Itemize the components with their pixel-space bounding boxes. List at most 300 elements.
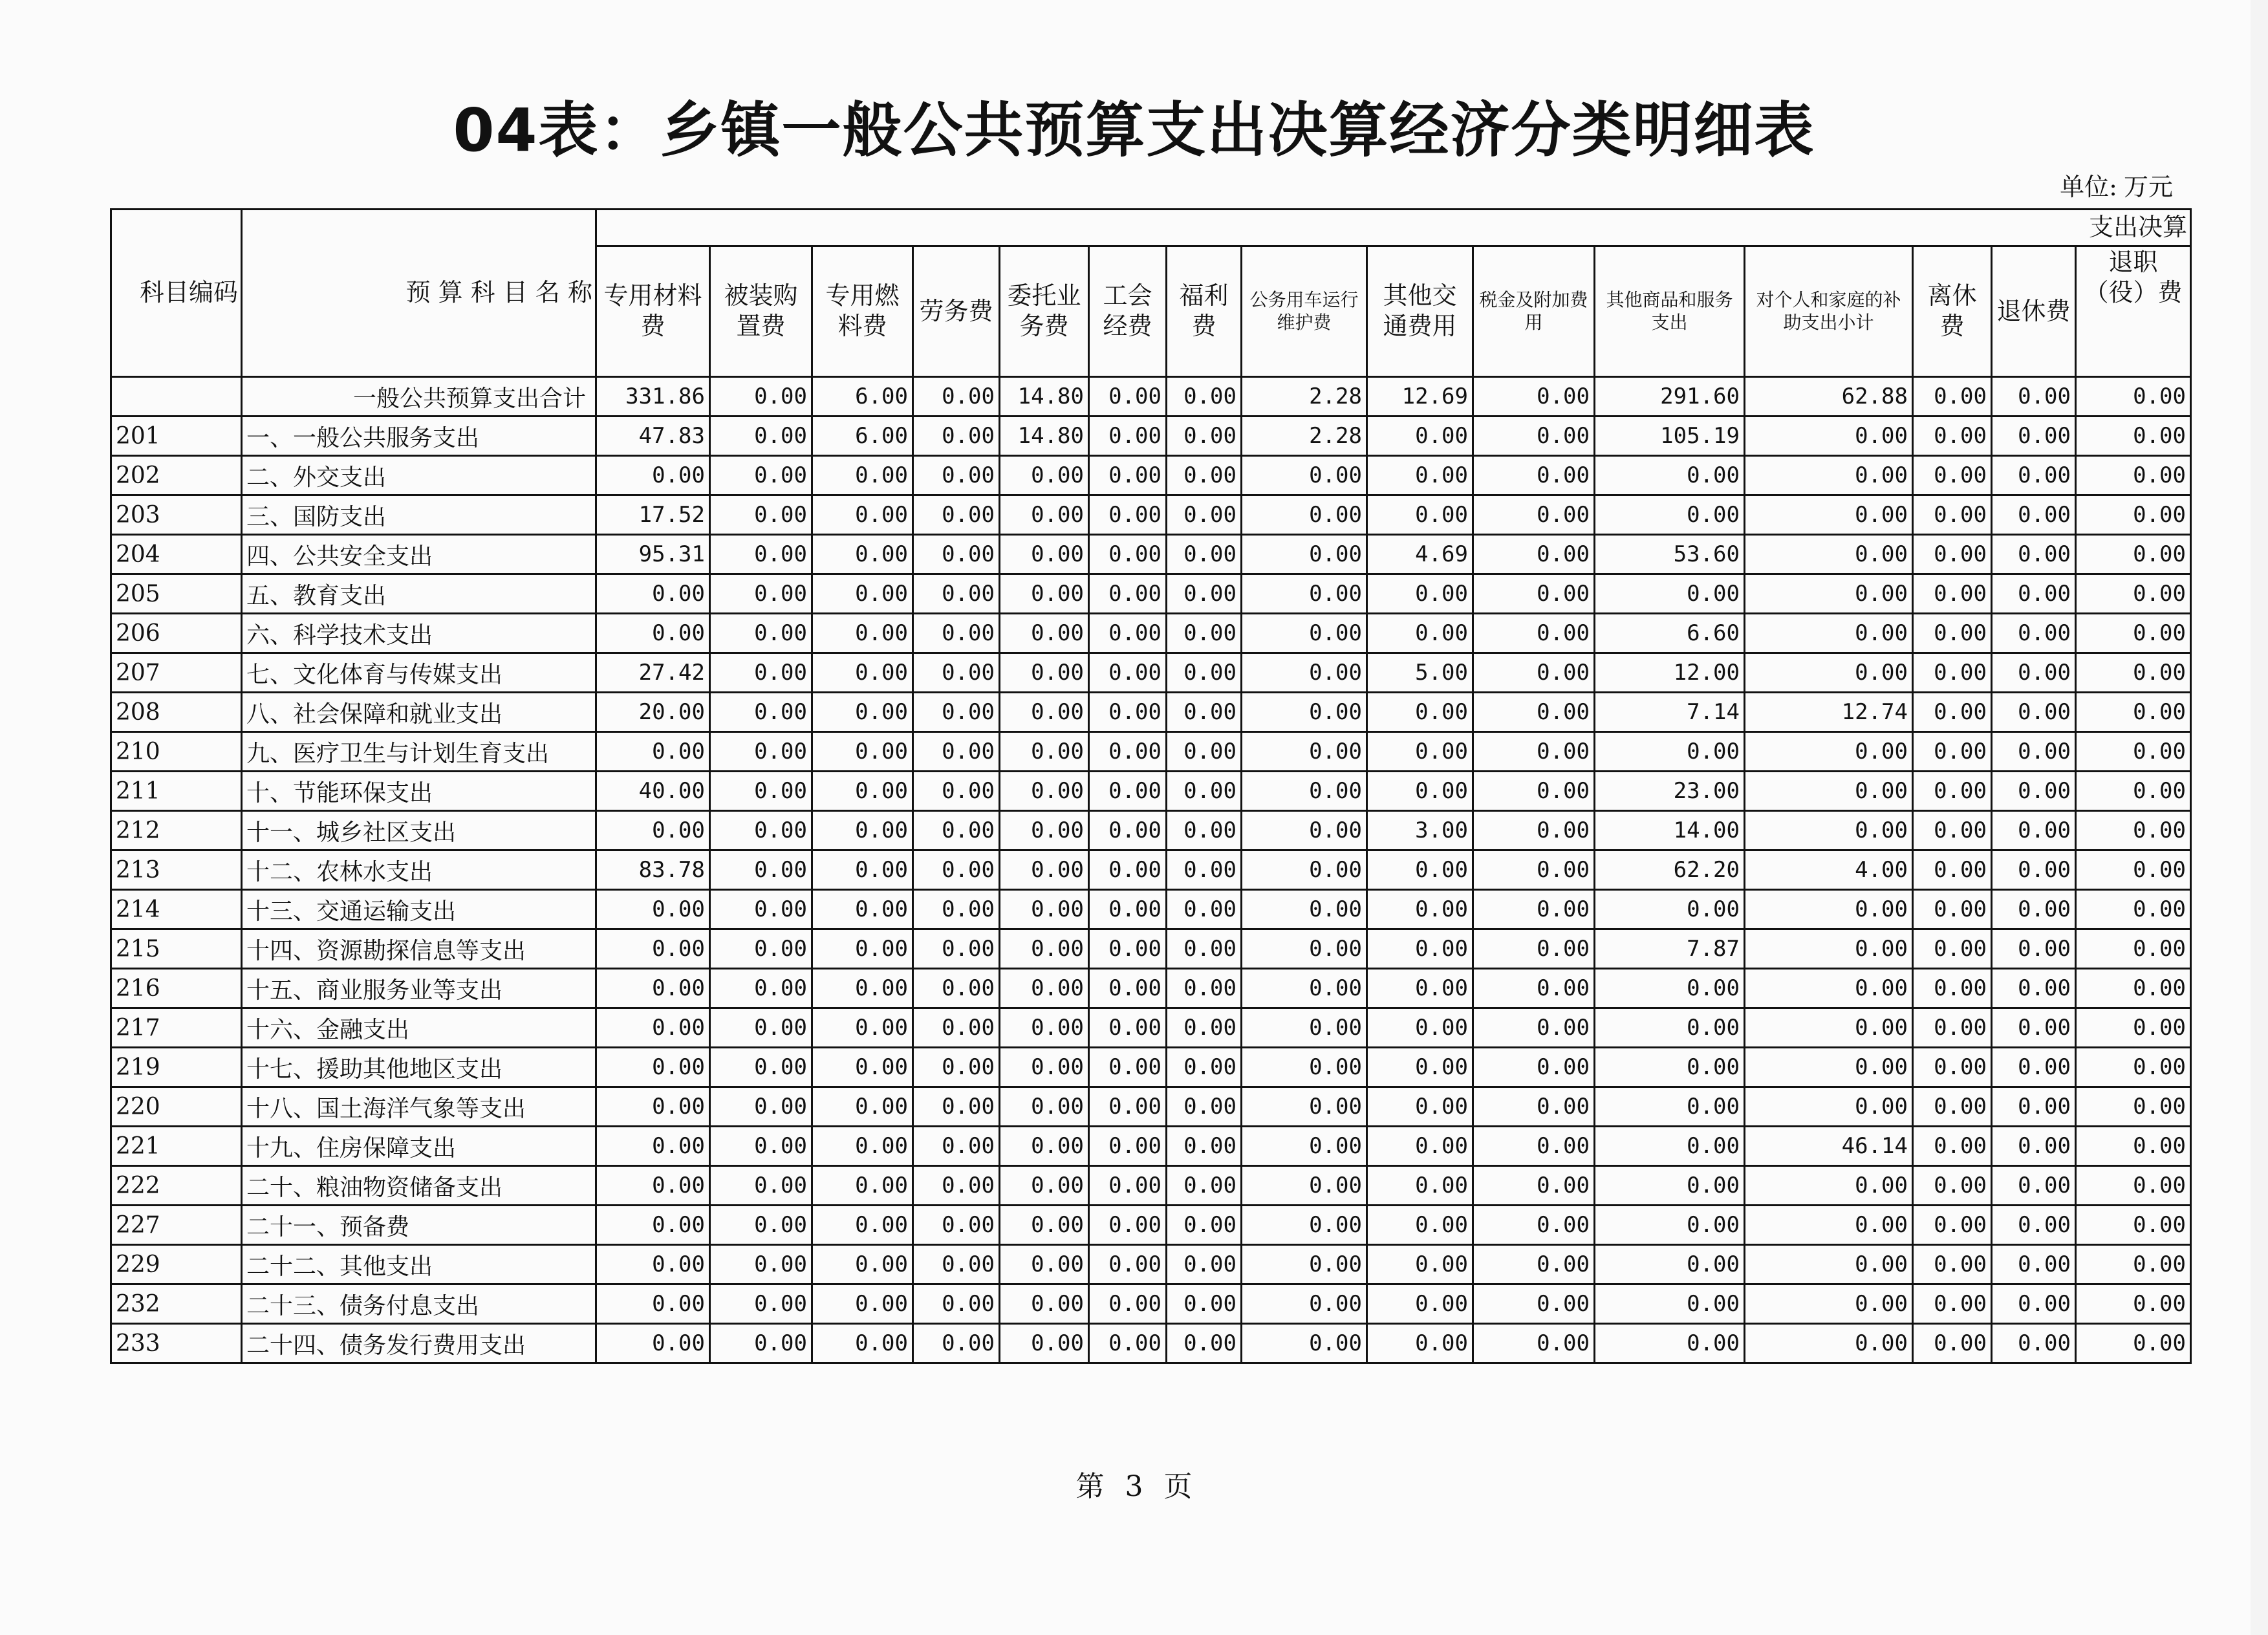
value-cell: 0.00: [1000, 1087, 1089, 1127]
value-cell: 0.00: [1913, 890, 1992, 929]
value-cell: 0.00: [1992, 1206, 2076, 1245]
value-cell: 0.00: [1473, 1206, 1595, 1245]
value-cell: 0.00: [913, 969, 1000, 1008]
value-cell: 0.00: [1473, 1008, 1595, 1048]
value-cell: 0.00: [2076, 653, 2191, 693]
total-value-cell: 0.00: [1913, 377, 1992, 417]
value-cell: 0.00: [1595, 1245, 1745, 1284]
total-value-cell: 0.00: [913, 377, 1000, 417]
value-cell: 0.00: [1242, 1206, 1367, 1245]
value-cell: 0.00: [1913, 1087, 1992, 1127]
subject-name: 二十二、其他支出: [242, 1245, 596, 1284]
value-cell: 0.00: [1167, 732, 1242, 772]
value-cell: 0.00: [1367, 1008, 1473, 1048]
value-cell: 0.00: [710, 890, 812, 929]
table-row: [111, 850, 2191, 890]
subject-code: 202: [111, 456, 242, 495]
value-cell: 0.00: [2076, 1206, 2191, 1245]
value-cell: 0.00: [1992, 1048, 2076, 1087]
subject-code: 219: [111, 1048, 242, 1087]
value-cell: 0.00: [2076, 890, 2191, 929]
value-cell: 0.00: [1367, 890, 1473, 929]
total-value-cell: 0.00: [1167, 377, 1242, 417]
subject-name: 十三、交通运输支出: [242, 890, 596, 929]
header-code: 科目编码: [111, 210, 242, 377]
value-cell: 0.00: [812, 1206, 913, 1245]
value-cell: 0.00: [1000, 1206, 1089, 1245]
value-cell: 53.60: [1595, 535, 1745, 574]
subject-code: 214: [111, 890, 242, 929]
value-cell: 0.00: [1595, 574, 1745, 614]
subject-name: 九、医疗卫生与计划生育支出: [242, 732, 596, 772]
subject-code: 206: [111, 614, 242, 653]
value-cell: 0.00: [1992, 1087, 2076, 1127]
value-cell: 0.00: [596, 456, 710, 495]
value-cell: 0.00: [1089, 969, 1167, 1008]
column-header: 税金及附加费用: [1473, 246, 1595, 376]
value-cell: 0.00: [1089, 811, 1167, 850]
value-cell: 0.00: [1992, 772, 2076, 811]
value-cell: 0.00: [1913, 1206, 1992, 1245]
value-cell: 0.00: [1367, 1206, 1473, 1245]
value-cell: 0.00: [812, 614, 913, 653]
column-header: 专用燃料费: [812, 246, 913, 376]
value-cell: 0.00: [1367, 495, 1473, 535]
total-value-cell: 2.28: [1242, 377, 1367, 417]
subject-name: 三、国防支出: [242, 495, 596, 535]
value-cell: 0.00: [1913, 732, 1992, 772]
value-cell: 0.00: [1745, 772, 1913, 811]
value-cell: 0.00: [1367, 1166, 1473, 1206]
value-cell: 4.00: [1745, 850, 1913, 890]
value-cell: 0.00: [1913, 614, 1992, 653]
value-cell: 0.00: [1913, 417, 1992, 456]
value-cell: 0.00: [812, 1284, 913, 1324]
value-cell: 0.00: [1473, 417, 1595, 456]
subject-code: 216: [111, 969, 242, 1008]
value-cell: 0.00: [1473, 890, 1595, 929]
value-cell: 0.00: [1595, 1206, 1745, 1245]
value-cell: 0.00: [1595, 1048, 1745, 1087]
value-cell: 0.00: [596, 890, 710, 929]
value-cell: 0.00: [596, 1206, 710, 1245]
column-header: 对个人和家庭的补助支出小计: [1745, 246, 1913, 376]
total-value-cell: 331.86: [596, 377, 710, 417]
subject-name: 十四、资源勘探信息等支出: [242, 929, 596, 969]
value-cell: 0.00: [1913, 1284, 1992, 1324]
value-cell: 0.00: [1473, 693, 1595, 732]
page-title: 04表：乡镇一般公共预算支出决算经济分类明细表: [453, 96, 1815, 165]
value-cell: 0.00: [1367, 614, 1473, 653]
value-cell: 0.00: [1913, 495, 1992, 535]
subject-code: 220: [111, 1087, 242, 1127]
value-cell: 0.00: [596, 811, 710, 850]
value-cell: 0.00: [596, 969, 710, 1008]
value-cell: 0.00: [1595, 1087, 1745, 1127]
value-cell: 0.00: [1745, 417, 1913, 456]
value-cell: 0.00: [812, 495, 913, 535]
value-cell: 0.00: [812, 574, 913, 614]
value-cell: 0.00: [1000, 890, 1089, 929]
total-row: [111, 377, 2191, 417]
value-cell: 0.00: [913, 732, 1000, 772]
value-cell: 0.00: [1000, 1324, 1089, 1363]
value-cell: 0.00: [1473, 653, 1595, 693]
value-cell: 12.00: [1595, 653, 1745, 693]
table-row: [111, 456, 2191, 495]
table-row: [111, 693, 2191, 732]
value-cell: 0.00: [1167, 535, 1242, 574]
table-row: [111, 1048, 2191, 1087]
value-cell: 0.00: [1992, 1166, 2076, 1206]
value-cell: 0.00: [1000, 1127, 1089, 1166]
value-cell: 0.00: [1089, 1087, 1167, 1127]
value-cell: 0.00: [1745, 929, 1913, 969]
value-cell: 0.00: [710, 1087, 812, 1127]
subject-code: 210: [111, 732, 242, 772]
value-cell: 0.00: [1595, 1324, 1745, 1363]
value-cell: 0.00: [1167, 1245, 1242, 1284]
value-cell: 14.80: [1000, 417, 1089, 456]
value-cell: 0.00: [1367, 1048, 1473, 1087]
value-cell: 0.00: [913, 1166, 1000, 1206]
subject-code: 233: [111, 1324, 242, 1363]
value-cell: 0.00: [1167, 1048, 1242, 1087]
value-cell: 0.00: [812, 1087, 913, 1127]
value-cell: 0.00: [1242, 850, 1367, 890]
value-cell: 0.00: [1000, 693, 1089, 732]
value-cell: 0.00: [1473, 1166, 1595, 1206]
value-cell: 0.00: [1242, 456, 1367, 495]
value-cell: 0.00: [2076, 850, 2191, 890]
value-cell: 0.00: [596, 1245, 710, 1284]
value-cell: 0.00: [1089, 1008, 1167, 1048]
value-cell: 0.00: [2076, 535, 2191, 574]
value-cell: 0.00: [1089, 1166, 1167, 1206]
total-value-cell: 0.00: [1992, 377, 2076, 417]
value-cell: 0.00: [710, 495, 812, 535]
value-cell: 0.00: [710, 653, 812, 693]
total-value-cell: 62.88: [1745, 377, 1913, 417]
value-cell: 0.00: [913, 1008, 1000, 1048]
value-cell: 0.00: [710, 1284, 812, 1324]
value-cell: 0.00: [1992, 1245, 2076, 1284]
total-code-cell: [111, 377, 242, 417]
column-header: 退休费: [1992, 246, 2076, 376]
column-header: 福利费: [1167, 246, 1242, 376]
value-cell: 0.00: [812, 811, 913, 850]
column-header: 劳务费: [913, 246, 1000, 376]
value-cell: 0.00: [1000, 969, 1089, 1008]
value-cell: 0.00: [1595, 495, 1745, 535]
subject-name: 二、外交支出: [242, 456, 596, 495]
total-value-cell: 291.60: [1595, 377, 1745, 417]
value-cell: 0.00: [1167, 456, 1242, 495]
value-cell: 0.00: [710, 693, 812, 732]
subject-name: 二十一、预备费: [242, 1206, 596, 1245]
value-cell: 0.00: [2076, 1008, 2191, 1048]
value-cell: 0.00: [913, 772, 1000, 811]
value-cell: 62.20: [1595, 850, 1745, 890]
subject-name: 六、科学技术支出: [242, 614, 596, 653]
value-cell: 0.00: [913, 1087, 1000, 1127]
value-cell: 0.00: [2076, 1087, 2191, 1127]
value-cell: 27.42: [596, 653, 710, 693]
value-cell: 0.00: [1992, 535, 2076, 574]
value-cell: 0.00: [812, 772, 913, 811]
subject-name: 十一、城乡社区支出: [242, 811, 596, 850]
table-row: [111, 1206, 2191, 1245]
value-cell: 0.00: [1473, 1127, 1595, 1166]
subject-code: 217: [111, 1008, 242, 1048]
value-cell: 0.00: [1595, 890, 1745, 929]
value-cell: 0.00: [1242, 811, 1367, 850]
subject-name: 二十三、债务付息支出: [242, 1284, 596, 1324]
value-cell: 0.00: [1000, 574, 1089, 614]
value-cell: 0.00: [1000, 495, 1089, 535]
value-cell: 0.00: [913, 1245, 1000, 1284]
value-cell: 0.00: [1992, 890, 2076, 929]
value-cell: 0.00: [812, 1324, 913, 1363]
value-cell: 0.00: [812, 850, 913, 890]
value-cell: 0.00: [1089, 1127, 1167, 1166]
value-cell: 0.00: [1473, 1048, 1595, 1087]
value-cell: 0.00: [1000, 732, 1089, 772]
subject-name: 十六、金融支出: [242, 1008, 596, 1048]
expenditure-table: [110, 208, 2192, 1364]
table-row: [111, 1087, 2191, 1127]
value-cell: 0.00: [1745, 890, 1913, 929]
value-cell: 0.00: [1000, 811, 1089, 850]
value-cell: 0.00: [1167, 1166, 1242, 1206]
value-cell: 40.00: [596, 772, 710, 811]
value-cell: 0.00: [1167, 574, 1242, 614]
value-cell: 0.00: [1745, 1206, 1913, 1245]
value-cell: 0.00: [1367, 1127, 1473, 1166]
value-cell: 0.00: [596, 1087, 710, 1127]
value-cell: 0.00: [1595, 732, 1745, 772]
value-cell: 0.00: [1167, 653, 1242, 693]
value-cell: 0.00: [1242, 1127, 1367, 1166]
value-cell: 0.00: [2076, 574, 2191, 614]
subject-name: 十、节能环保支出: [242, 772, 596, 811]
table-row: [111, 929, 2191, 969]
table-row: [111, 1008, 2191, 1048]
subject-code: 204: [111, 535, 242, 574]
value-cell: 0.00: [596, 614, 710, 653]
value-cell: 0.00: [1167, 1087, 1242, 1127]
value-cell: 0.00: [1089, 1245, 1167, 1284]
subject-code: 213: [111, 850, 242, 890]
value-cell: 0.00: [2076, 1284, 2191, 1324]
value-cell: 0.00: [1089, 653, 1167, 693]
value-cell: 0.00: [1089, 890, 1167, 929]
value-cell: 0.00: [1745, 811, 1913, 850]
unit-prefix: 单位:: [2060, 173, 2117, 201]
value-cell: 0.00: [1000, 614, 1089, 653]
value-cell: 0.00: [1913, 811, 1992, 850]
value-cell: 0.00: [1089, 417, 1167, 456]
value-cell: 0.00: [1473, 456, 1595, 495]
value-cell: 0.00: [1745, 1324, 1913, 1363]
value-cell: 0.00: [1473, 732, 1595, 772]
value-cell: 0.00: [1992, 1284, 2076, 1324]
value-cell: 46.14: [1745, 1127, 1913, 1166]
value-cell: 0.00: [1745, 456, 1913, 495]
value-cell: 0.00: [1000, 1008, 1089, 1048]
value-cell: 47.83: [596, 417, 710, 456]
value-cell: 0.00: [1089, 1324, 1167, 1363]
value-cell: 0.00: [1089, 732, 1167, 772]
value-cell: 0.00: [1992, 693, 2076, 732]
value-cell: 0.00: [913, 535, 1000, 574]
value-cell: 0.00: [1242, 574, 1367, 614]
value-cell: 0.00: [2076, 1324, 2191, 1363]
subject-name: 十五、商业服务业等支出: [242, 969, 596, 1008]
value-cell: 0.00: [1913, 1245, 1992, 1284]
column-header: 专用材料费: [596, 246, 710, 376]
value-cell: 0.00: [1745, 1008, 1913, 1048]
subject-code: 207: [111, 653, 242, 693]
value-cell: 0.00: [812, 969, 913, 1008]
value-cell: 0.00: [1167, 495, 1242, 535]
total-value-cell: 0.00: [1089, 377, 1167, 417]
value-cell: 0.00: [1167, 1008, 1242, 1048]
value-cell: 0.00: [1745, 969, 1913, 1008]
table-row: [111, 495, 2191, 535]
subject-code: 221: [111, 1127, 242, 1166]
subject-name: 十二、农林水支出: [242, 850, 596, 890]
value-cell: 0.00: [2076, 1048, 2191, 1087]
value-cell: 0.00: [1367, 929, 1473, 969]
value-cell: 0.00: [1242, 890, 1367, 929]
value-cell: 0.00: [913, 1284, 1000, 1324]
subject-code: 215: [111, 929, 242, 969]
value-cell: 0.00: [1089, 535, 1167, 574]
value-cell: 0.00: [2076, 1245, 2191, 1284]
value-cell: 0.00: [913, 495, 1000, 535]
value-cell: 0.00: [1367, 1245, 1473, 1284]
value-cell: 0.00: [710, 929, 812, 969]
value-cell: 0.00: [1167, 614, 1242, 653]
table-row: [111, 1166, 2191, 1206]
value-cell: 0.00: [812, 1245, 913, 1284]
value-cell: 0.00: [1913, 1166, 1992, 1206]
value-cell: 0.00: [1242, 653, 1367, 693]
value-cell: 0.00: [710, 1206, 812, 1245]
total-value-cell: 6.00: [812, 377, 913, 417]
value-cell: 0.00: [1992, 1324, 2076, 1363]
table-row: [111, 732, 2191, 772]
value-cell: 0.00: [1992, 732, 2076, 772]
value-cell: 0.00: [596, 1048, 710, 1087]
value-cell: 0.00: [1367, 772, 1473, 811]
value-cell: 4.69: [1367, 535, 1473, 574]
value-cell: 0.00: [1473, 969, 1595, 1008]
value-cell: 3.00: [1367, 811, 1473, 850]
value-cell: 0.00: [1367, 1324, 1473, 1363]
value-cell: 0.00: [1595, 1284, 1745, 1324]
value-cell: 0.00: [1242, 732, 1367, 772]
value-cell: 0.00: [812, 653, 913, 693]
value-cell: 0.00: [1242, 614, 1367, 653]
value-cell: 0.00: [710, 732, 812, 772]
value-cell: 0.00: [596, 574, 710, 614]
value-cell: 0.00: [1473, 614, 1595, 653]
value-cell: 95.31: [596, 535, 710, 574]
value-cell: 0.00: [1242, 1324, 1367, 1363]
value-cell: 0.00: [1367, 574, 1473, 614]
table-row: [111, 1324, 2191, 1363]
value-cell: 0.00: [2076, 1127, 2191, 1166]
subject-code: 222: [111, 1166, 242, 1206]
value-cell: 0.00: [710, 1166, 812, 1206]
value-cell: 0.00: [710, 850, 812, 890]
value-cell: 0.00: [1595, 1008, 1745, 1048]
subject-name: 二十四、债务发行费用支出: [242, 1324, 596, 1363]
value-cell: 0.00: [710, 811, 812, 850]
value-cell: 0.00: [1745, 1087, 1913, 1127]
table-row: [111, 1127, 2191, 1166]
table-row: [111, 417, 2191, 456]
value-cell: 0.00: [710, 535, 812, 574]
value-cell: 0.00: [1913, 574, 1992, 614]
value-cell: 0.00: [1595, 1127, 1745, 1166]
value-cell: 0.00: [1367, 732, 1473, 772]
value-cell: 0.00: [913, 456, 1000, 495]
value-cell: 0.00: [1992, 417, 2076, 456]
value-cell: 0.00: [710, 417, 812, 456]
value-cell: 0.00: [710, 1008, 812, 1048]
column-header: 被装购置费: [710, 246, 812, 376]
table-row: [111, 772, 2191, 811]
value-cell: 0.00: [2076, 772, 2191, 811]
subject-name: 十九、住房保障支出: [242, 1127, 596, 1166]
column-header: 其他交通费用: [1367, 246, 1473, 376]
total-value-cell: 14.80: [1000, 377, 1089, 417]
table-row: [111, 614, 2191, 653]
value-cell: 0.00: [2076, 732, 2191, 772]
value-cell: 0.00: [1913, 653, 1992, 693]
value-cell: 0.00: [1992, 811, 2076, 850]
value-cell: 0.00: [1000, 1245, 1089, 1284]
value-cell: 0.00: [596, 1008, 710, 1048]
value-cell: 0.00: [1089, 693, 1167, 732]
table-row: [111, 1284, 2191, 1324]
value-cell: 0.00: [1595, 1166, 1745, 1206]
value-cell: 0.00: [710, 1127, 812, 1166]
value-cell: 0.00: [812, 929, 913, 969]
value-cell: 0.00: [913, 653, 1000, 693]
value-cell: 0.00: [1913, 693, 1992, 732]
value-cell: 0.00: [1992, 574, 2076, 614]
value-cell: 0.00: [1167, 1127, 1242, 1166]
page-prefix: 第: [1075, 1470, 1105, 1503]
value-cell: 0.00: [1242, 1166, 1367, 1206]
value-cell: 0.00: [1167, 1206, 1242, 1245]
column-header: 委托业务费: [1000, 246, 1089, 376]
subject-code: 229: [111, 1245, 242, 1284]
value-cell: 0.00: [1992, 614, 2076, 653]
value-cell: 0.00: [913, 890, 1000, 929]
subject-name: 四、公共安全支出: [242, 535, 596, 574]
value-cell: 0.00: [1473, 772, 1595, 811]
value-cell: 0.00: [1745, 574, 1913, 614]
value-cell: 0.00: [1595, 456, 1745, 495]
value-cell: 0.00: [1167, 929, 1242, 969]
value-cell: 0.00: [1992, 653, 2076, 693]
value-cell: 14.00: [1595, 811, 1745, 850]
